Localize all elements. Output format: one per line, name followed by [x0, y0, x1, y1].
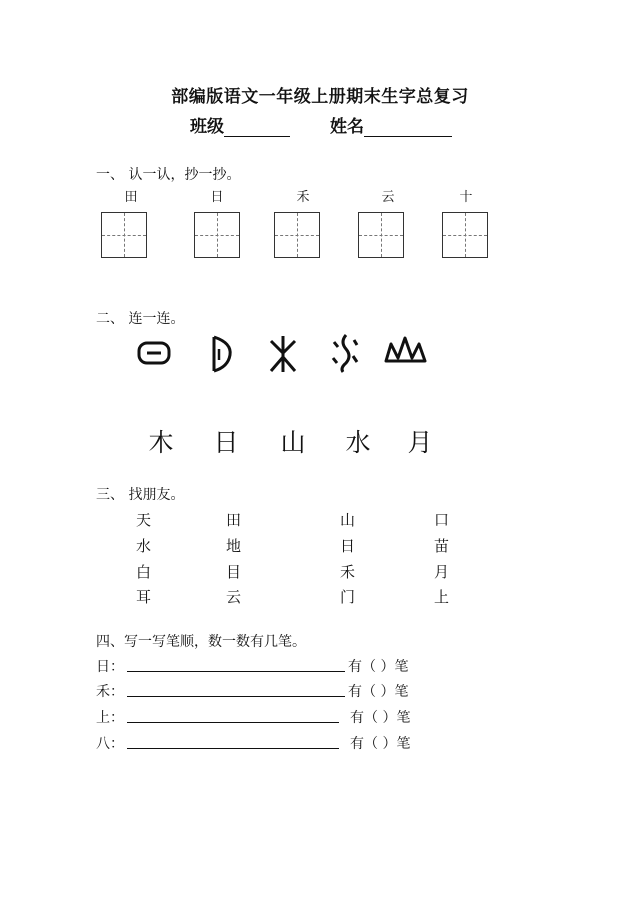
class-label: 班级 — [190, 117, 224, 137]
stroke-row-label: 八： — [96, 736, 124, 752]
stroke-row-label: 上： — [96, 710, 124, 726]
friend-char[interactable]: 月 — [434, 563, 450, 581]
writing-grid-3[interactable] — [274, 212, 320, 258]
modern-char-5[interactable]: 月 — [407, 428, 433, 457]
writing-grid-4[interactable] — [358, 212, 404, 258]
writing-grid-5[interactable] — [442, 212, 488, 258]
writing-grid-2[interactable] — [194, 212, 240, 258]
name-label: 姓名 — [330, 117, 364, 137]
modern-char-2[interactable]: 日 — [213, 428, 239, 457]
copy-char-4: 云 — [381, 190, 395, 205]
stroke-count-blank[interactable]: 有（ ）笔 — [350, 710, 411, 726]
friend-char[interactable]: 禾 — [340, 563, 356, 581]
modern-char-4[interactable]: 水 — [345, 428, 371, 457]
modern-char-1[interactable]: 木 — [148, 428, 174, 457]
section1-heading: 一、 认一认，抄一抄。 — [96, 167, 241, 183]
stroke-row-label: 日： — [96, 659, 124, 675]
pictograph-sun[interactable] — [136, 338, 172, 368]
friend-char[interactable]: 目 — [226, 563, 242, 581]
pictograph-moon[interactable] — [206, 333, 236, 375]
friend-char[interactable]: 口 — [434, 511, 450, 529]
stroke-answer-line[interactable] — [127, 670, 345, 672]
stroke-answer-line[interactable] — [127, 695, 345, 697]
name-field — [330, 112, 452, 137]
friend-char[interactable]: 日 — [340, 537, 356, 555]
friend-char[interactable]: 白 — [136, 563, 152, 581]
friend-char[interactable]: 耳 — [136, 588, 152, 606]
section2-heading: 二、 连一连。 — [96, 311, 185, 327]
section4-heading: 四、写一写笔顺，数一数有几笔。 — [96, 634, 306, 650]
friend-char[interactable]: 水 — [136, 537, 152, 555]
friend-char[interactable]: 天 — [136, 511, 152, 529]
friend-char[interactable]: 地 — [226, 537, 242, 555]
page-title: 部编版语文一年级上册期末生字总复习 — [171, 87, 469, 107]
copy-char-1: 田 — [124, 190, 138, 205]
friend-char[interactable]: 山 — [340, 511, 356, 529]
class-field — [190, 112, 290, 137]
stroke-answer-line[interactable] — [127, 721, 339, 723]
copy-char-5: 十 — [459, 190, 473, 205]
stroke-answer-line[interactable] — [127, 747, 339, 749]
stroke-count-blank[interactable]: 有（ ）笔 — [348, 659, 409, 675]
modern-char-3[interactable]: 山 — [280, 428, 306, 457]
friend-char[interactable]: 云 — [226, 588, 242, 606]
pictograph-water[interactable] — [330, 332, 360, 374]
pictograph-mountain[interactable] — [383, 334, 429, 366]
friend-char[interactable]: 田 — [226, 511, 242, 529]
stroke-count-blank[interactable]: 有（ ）笔 — [350, 736, 411, 752]
copy-char-2: 日 — [210, 190, 224, 205]
stroke-count-blank[interactable]: 有（ ）笔 — [348, 684, 409, 700]
class-blank[interactable] — [224, 120, 290, 137]
friend-char[interactable]: 门 — [340, 588, 356, 606]
pictograph-tree[interactable] — [266, 333, 300, 375]
section3-heading: 三、 找朋友。 — [96, 487, 185, 503]
friend-char[interactable]: 苗 — [434, 537, 450, 555]
copy-char-3: 禾 — [296, 190, 310, 205]
stroke-row-label: 禾： — [96, 684, 124, 700]
name-blank[interactable] — [364, 120, 452, 137]
friend-char[interactable]: 上 — [434, 588, 450, 606]
writing-grid-1[interactable] — [101, 212, 147, 258]
